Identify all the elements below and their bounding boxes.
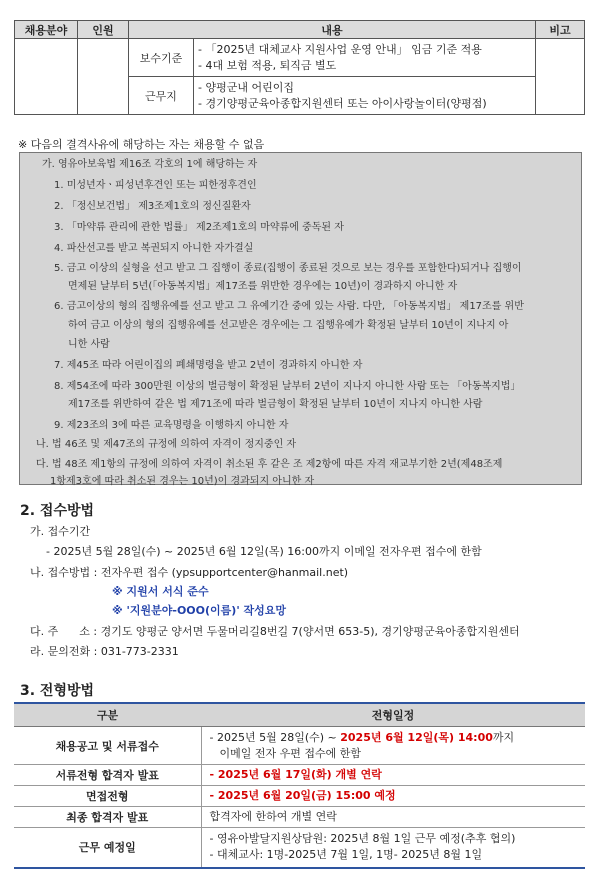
row-label: 서류전형 합격자 발표 (14, 765, 201, 786)
schedule-line: - 영유아발달지원상담원: 2025년 8월 1일 근무 예정(추후 협의) (209, 832, 516, 846)
phone-row (30, 643, 179, 659)
notice-line: 5. 금고 이상의 실형을 선고 받고 그 집행이 종료(집행이 종료된 것으로 보는 경우를 포함한다)되거나 집행이 (54, 263, 522, 274)
table-row (14, 828, 585, 868)
notice-line: 7. 제45조 따라 어린이집의 폐쇄명령을 받고 2년이 경과하지 아니한 자 (54, 360, 363, 371)
content-line: - 양평군내 어린이집 (198, 80, 294, 94)
notice-line: 하여 금고 이상의 형의 집행유예를 선고받은 경우에는 그 집행유예가 확정된 날부터 10년이 지나지 아 (68, 320, 509, 331)
table-header-row (15, 21, 585, 39)
table-row (14, 727, 585, 765)
section2-title: 2. 접수방법 (20, 503, 95, 519)
header-schedule: 전형일정 (201, 703, 585, 727)
naming-note: ※ '지원분야-OOO(이름)' 작성요망 (112, 604, 287, 617)
schedule-line (210, 730, 578, 746)
deadline-text: 2025년 6월 12일(목) 14:00 (340, 730, 493, 744)
row-content (194, 77, 536, 115)
notice-line: 다. 법 48조 제1항의 규정에 의하여 자격이 취소된 후 같은 조 제2항에 따른 자격 재교부기한 2년(제48조제 (36, 459, 503, 470)
period-label: 가. 접수기간 (30, 525, 91, 538)
row-label: 최종 합격자 발표 (14, 807, 201, 828)
method-label: 나. 접수방법 : (30, 566, 98, 579)
row-schedule: 합격자에 한하여 개별 연락 (201, 807, 585, 828)
header-category: 구분 (14, 703, 201, 727)
address-text: 경기도 양평군 양서면 두물머리길8번길 7(양서면 653-5), 경기양평군육아종합지원센터 (100, 625, 520, 638)
header-field: 채용분야 (15, 21, 78, 39)
notice-line: 6. 금고이상의 형의 집행유예를 선고 받고 그 유예기간 중에 있는 사람. 다만, 「아동복지법」 제17조를 위반 (54, 301, 524, 312)
row-schedule (201, 727, 585, 765)
remarks-cell (536, 39, 585, 115)
row-schedule: - 2025년 6월 17일(화) 개별 연락 (201, 765, 585, 786)
schedule-line: - 대체교사: 1명-2025년 7월 1일, 1명- 2025년 8월 1일 (209, 848, 483, 862)
method-row (30, 564, 348, 580)
notice-line: 가. 영유아보육법 제16조 각호의 1에 해당하는 자 (42, 159, 258, 170)
period-text: - 2025년 5월 28일(수) ~ 2025년 6월 12일(목) 16:00까지 이메일 전자우편 접수에 한함 (46, 545, 482, 558)
address-row (30, 623, 520, 639)
table-row (14, 765, 585, 786)
notice-line: 니한 사람 (68, 339, 110, 350)
row-label: 면접전형 (14, 786, 201, 807)
row-label: 근무 예정일 (14, 828, 201, 868)
row-label: 보수기준 (129, 39, 194, 77)
table-row (15, 39, 585, 77)
recruitment-detail-table (14, 20, 585, 115)
content-line: - 경기양평군육아종합지원센터 또는 아이사랑놀이터(양평점) (198, 96, 487, 110)
address-label: 다. 주 소 : (30, 625, 98, 638)
phone-label: 라. 문의전화 : (30, 645, 98, 658)
notice-line: 1항제3호에 따라 취소된 경우는 10년)이 경과되지 아니한 자 (50, 476, 315, 487)
notice-line: 2. 「정신보건법」 제3조제1호의 정신질환자 (54, 201, 251, 212)
method-text: 전자우편 접수 (ypsupportcenter@hanmail.net) (100, 566, 349, 579)
row-schedule: - 2025년 6월 20일(금) 15:00 예정 (201, 786, 585, 807)
header-remarks: 비고 (536, 21, 585, 39)
table-header-row (14, 703, 585, 727)
notice-line: 나. 법 46조 및 제47조의 규정에 의하여 자격이 정지중인 자 (36, 439, 297, 450)
row-label: 채용공고 및 서류접수 (14, 727, 201, 765)
content-line: - 「2025년 대체교사 지원사업 운영 안내」 임금 기준 적용 (198, 42, 482, 56)
notice-line: 9. 제23조의 3에 따른 교육명령을 이행하지 아니한 자 (54, 420, 289, 431)
schedule-text: 까지 (492, 730, 515, 744)
content-line: - 4대 보험 적용, 퇴직금 별도 (198, 58, 337, 72)
header-count: 인원 (78, 21, 129, 39)
notice-line: 3. 「마약류 관리에 관한 법률」 제2조제1호의 마약류에 중독된 자 (54, 222, 344, 233)
row-content (194, 39, 536, 77)
row-schedule (201, 828, 585, 868)
schedule-line: 이메일 전자 우편 접수에 한함 (219, 746, 361, 760)
notice-line: 면제된 날부터 5년(「아동복지법」제17조를 위반한 경우에는 10년)이 경과하지 아니한 자 (68, 281, 458, 292)
disqualification-note: ※ 다음의 결격사유에 해당하는 자는 채용할 수 없음 (18, 138, 265, 151)
notice-line: 제17조를 위반하여 같은 법 제71조에 따라 벌금형이 확정된 날부터 10년이 지나지 아니한 사람 (68, 399, 483, 410)
table-row (14, 786, 585, 807)
count-cell (78, 39, 129, 115)
row-label: 근무지 (129, 77, 194, 115)
header-content: 내용 (129, 21, 536, 39)
selection-schedule-table (14, 702, 585, 869)
phone-text: 031-773-2331 (100, 645, 179, 658)
notice-line: 8. 제54조에 따라 300만원 이상의 벌금형이 확정된 날부터 2년이 지나지 아니한 사람 또는 「아동복지법」 (54, 381, 521, 392)
field-cell (15, 39, 78, 115)
section3-title: 3. 전형방법 (20, 683, 95, 699)
schedule-text: - 2025년 5월 28일(수) ~ (209, 730, 341, 744)
notice-line: 4. 파산선고를 받고 복권되지 아니한 자가결실 (54, 243, 254, 254)
form-note: ※ 지원서 서식 준수 (112, 585, 209, 598)
table-row (14, 807, 585, 828)
disqualification-box (19, 152, 582, 485)
notice-line: 1. 미성년자ㆍ피성년후견인 또는 피한정후견인 (54, 180, 257, 191)
